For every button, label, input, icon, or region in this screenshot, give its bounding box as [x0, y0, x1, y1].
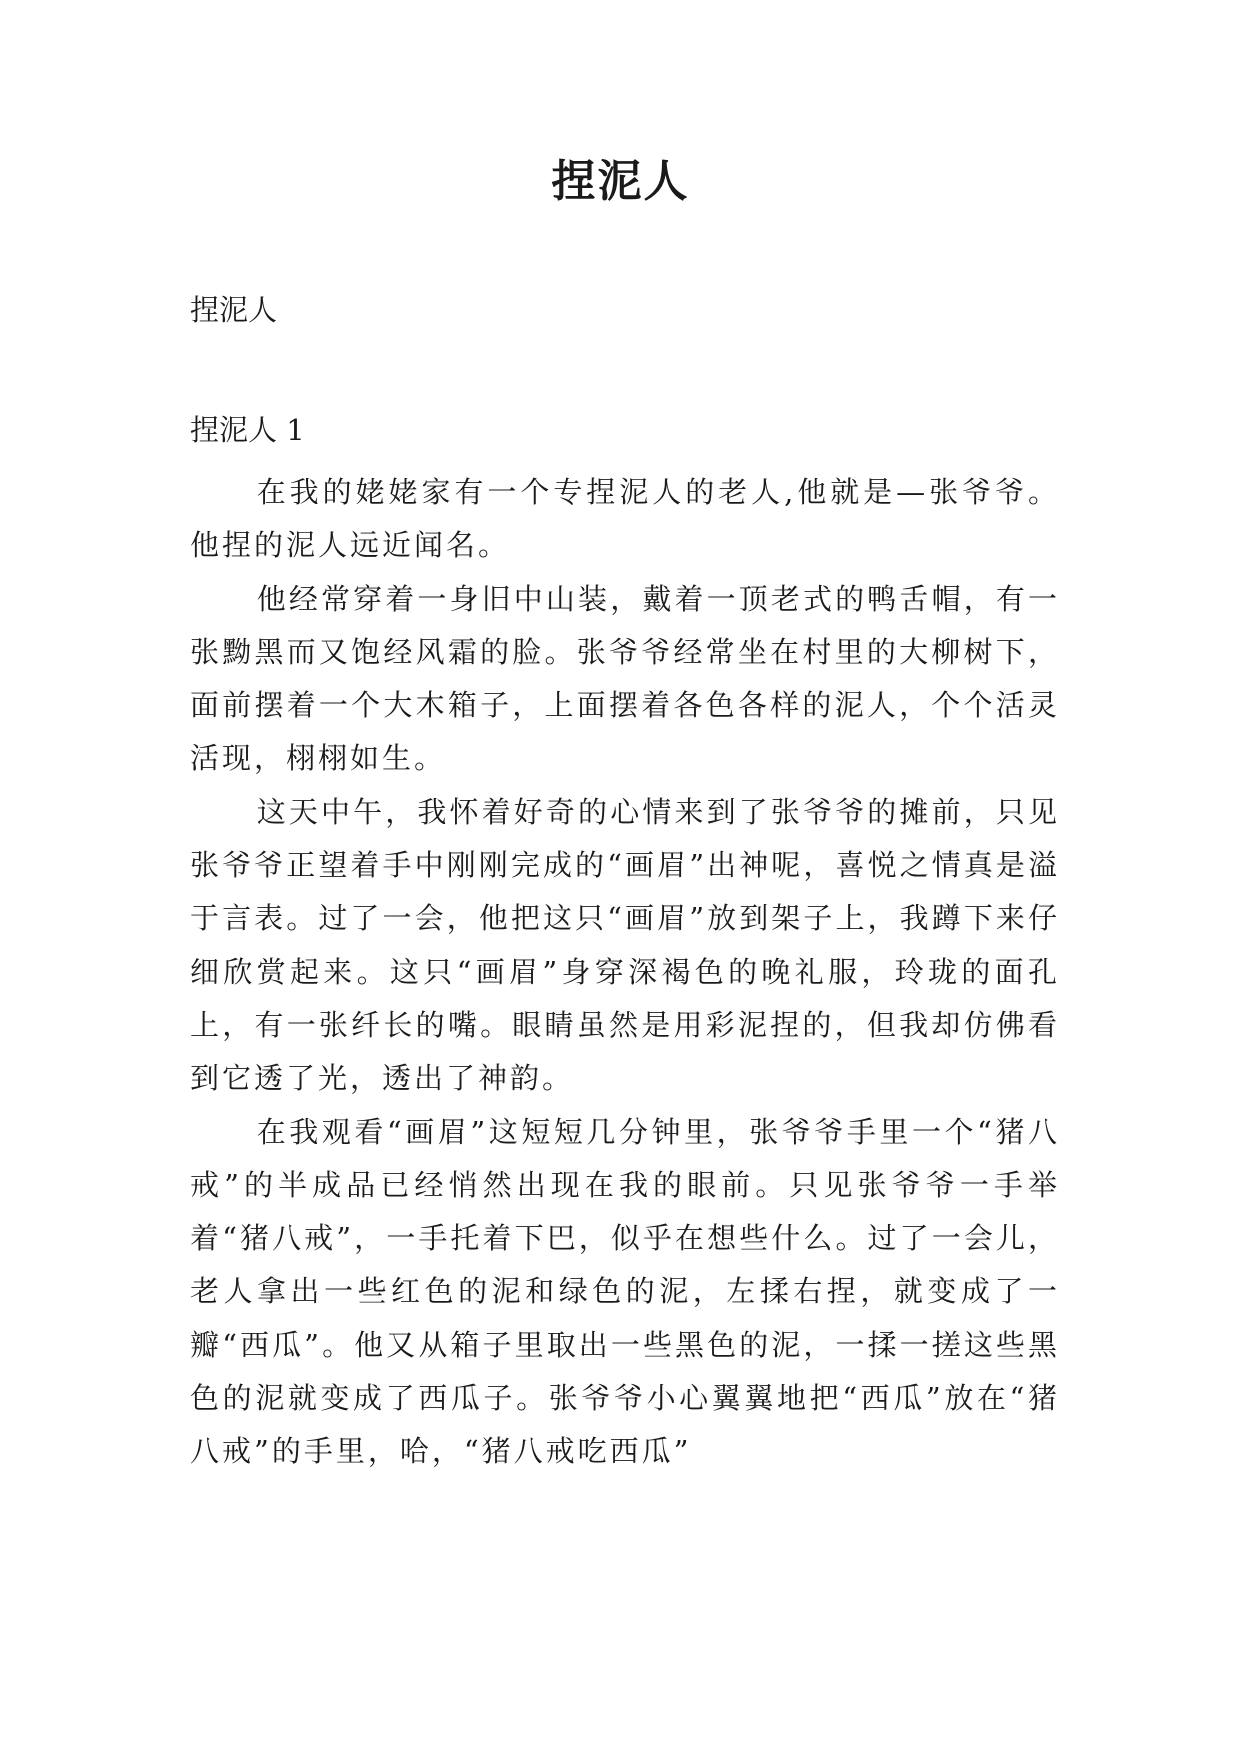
- paragraph: 这天中午，我怀着好奇的心情来到了张爷爷的摊前，只见张爷爷正望着手中刚刚完成的“画眉”出神呢，喜悦之情真是溢于言表。过了一会，他把这只“画眉”放到架子上，我蹲下来仔细欣赏起来。这只“画眉”身穿深褐色的晚礼服，玲珑的面孔上，有一张纤长的嘴。眼睛虽然是用彩泥捏的，但我却仿佛看到它透了光，透出了神韵。: [190, 794, 1060, 1096]
- paragraph: 在我观看“画眉”这短短几分钟里，张爷爷手里一个“猪八戒”的半成品已经悄然出现在我的眼前。只见张爷爷一手举着“猪八戒”，一手托着下巴，似乎在想些什么。过了一会儿，老人拿出一些红色的泥和绿色的泥，左揉右捏，就变成了一瓣“西瓜”。他又从箱子里取出一些黑色的泥，一揉一搓这些黑色的泥就变成了西瓜子。张爷爷小心翼翼地把“西瓜”放在“猪八戒”的手里，哈，“猪八戒吃西瓜”: [190, 1114, 1060, 1469]
- paragraph: 在我的姥姥家有一个专捏泥人的老人,他就是—张爷爷。他捏的泥人远近闻名。: [190, 475, 1060, 563]
- document-title: 捏泥人: [551, 156, 690, 207]
- paragraph: 他经常穿着一身旧中山装，戴着一顶老式的鸭舌帽，有一张黝黑而又饱经风霜的脸。张爷爷经常坐在村里的大柳树下，面前摆着一个大木箱子，上面摆着各色各样的泥人，个个活灵活现，栩栩如生。: [190, 581, 1060, 776]
- body-text: [190, 466, 1060, 1479]
- document-subtitle: 捏泥人: [190, 293, 278, 327]
- section-heading: 捏泥人 1: [190, 413, 305, 447]
